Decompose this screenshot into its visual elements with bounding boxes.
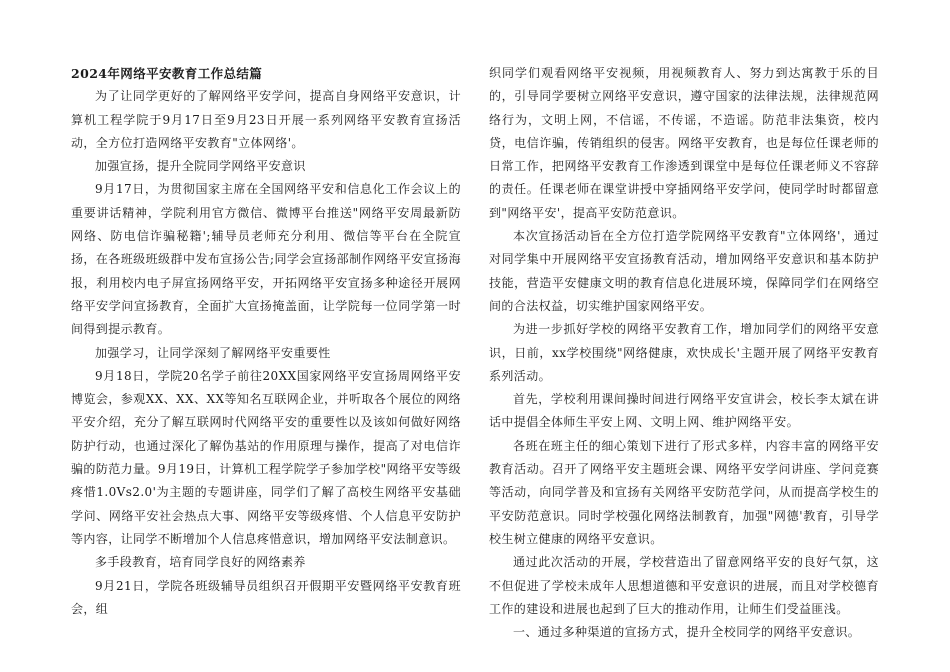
paragraph-class-activities: 各班在班主任的细心策划下进行了形式多样，内容丰富的网络平安教育活动。召开了网络平安主题班会课、网络平安学问讲座、学问竞赛等活动，向同学普及和宣扬有关网络平安防范学问，从而提高学校生的平安防范意识。同时学校强化网络法制教育，加强"网德'教育，引导学校生树立健康的网络平安意识。 [489, 438, 879, 546]
document-title: 2024年网络平安教育工作总结篇 [71, 66, 263, 81]
paragraph-section-one: 一、通过多种渠道的宣扬方式，提升全校同学的网络平安意识。 [513, 625, 861, 640]
paragraph-school-activity: 为进一步抓好学校的网络平安教育工作，增加同学们的网络平安意识，日前，xx学校围绕"网络健康，欢快成长'主题开展了网络平安教育系列活动。 [489, 322, 879, 383]
paragraph-sept-17: 9月17日，为贯彻国家主席在全国网络平安和信息化工作会议上的重要讲话精神，学院利用官方微信、微博平台推送"网络平安周最新防网络、防电信诈骗秘籍';辅导员老师充分利用、微信等平台在全院宣扬，在各班级班级群中发布宣扬公告;同学会宣扬部制作网络平安宣扬海报，利用校内电子屏宣扬网络平安，开拓网络平安宣扬多种途径开展网络平安学问宣扬教育，全面扩大宣扬掩盖面，让学院每一位同学第一时间得到提示教育。 [71, 182, 461, 337]
paragraph-campaign-purpose: 本次宣扬活动旨在全方位打造学院网络平安教育"立体网络'，通过对同学集中开展网络平安宣扬教育活动，增加网络平安意识和基本防护技能，营造平安健康文明的教育信息化进展环境，保障同学们在网络空间的合法权益，切实维护国家网络平安。 [489, 229, 879, 313]
paragraph-outcome: 通过此次活动的开展，学校营造出了留意网络平安的良好气氛，这不但促进了学校未成年人思想道德和平安意识的进展，而且对学校德育工作的建设和进展也起到了巨大的推动作用，让师生们受益匪浅。 [489, 555, 879, 616]
paragraph-sept-18: 9月18日，学院20名学子前往20XX国家网络平安宣扬周网络平安博览会，参观XX、XX、XX等知名互联网企业，并听取各个展位的网络平安介绍，充分了解互联网时代网络平安的重要性以及该如何做好网络防护行动，也通过深化了解伪基站的作用原理与操作，提高了对电信诈骗的防范力量。9月19日，计算机工程学院学子参加学校"网络平安等级疼惜1.0Vs2.0'为主题的专题讲座，同学们了解了高校生网络平安基础学问、网络平安社会热点大事、网络平安等级疼惜、个人信息平安防护等内容，让同学不断增加个人信息疼惜意识，增加网络平安法制意识。 [71, 368, 461, 546]
paragraph-intro: 为了让同学更好的了解网络平安学问，提高自身网络平安意识，计算机工程学院于9月17日至9月23日开展一系列网络平安教育宣扬活动，全方位打造网络平安教育"立体网络'。 [71, 89, 461, 150]
left-column [71, 62, 461, 621]
right-column [489, 62, 879, 644]
section-heading-learning: 加强学习，让同学深刻了解网络平安重要性 [95, 345, 331, 360]
section-heading-multi-means: 多手段教育，培育同学良好的网络素养 [95, 555, 306, 570]
paragraph-first-lecture: 首先，学校利用课间操时间进行网络平安宣讲会，校长李太斌在讲话中提倡全体师生平安上网、文明上网、维护网络平安。 [489, 392, 879, 430]
paragraph-sept-21: 9月21日，学院各班级辅导员组织召开假期平安暨网络平安教育班会，组 [71, 578, 461, 616]
section-heading-publicity: 加强宣扬，提升全院同学网络平安意识 [95, 159, 306, 174]
paragraph-continued: 织同学们观看网络平安视频，用视频教育人、努力到达寓教于乐的目的，引导同学要树立网络平安意识，遵守国家的法律法规，法律规范网络行为，文明上网，不信谣，不传谣，不造谣。防范非法集资，校内贷，电信诈骗，传销组织的侵害。网络平安教育，也是每位任课老师的日常工作，把网络平安教育工作渗透到课堂中是每位任课老师义不容辞的责任。任课老师在课堂讲授中穿插网络平安学问，使同学时时都留意到"网络平安'，提高平安防范意识。 [489, 66, 879, 220]
